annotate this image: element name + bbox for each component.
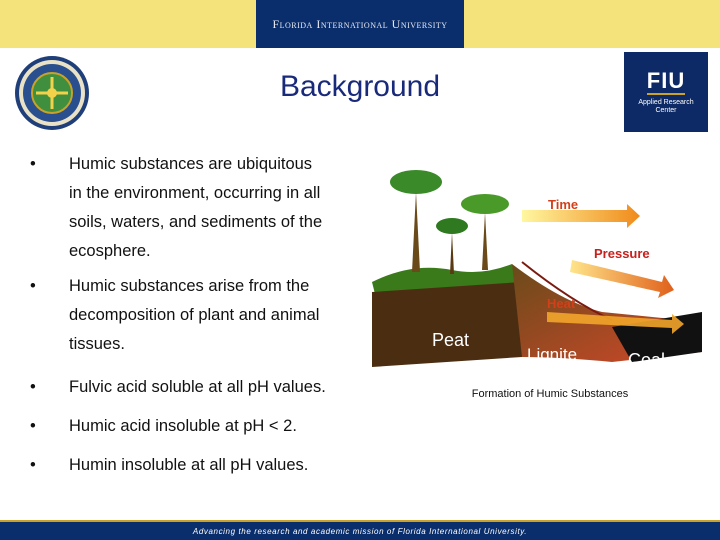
bullet-item: • Humic acid insoluble at pH < 2. bbox=[30, 417, 297, 435]
footer-text: Advancing the research and academic mission of Florida International University. bbox=[192, 526, 528, 536]
bullet-item: • Humic substances are ubiquitous in the environment, occurring in all soils, waters, and sediments of the ecosphere. bbox=[30, 155, 323, 260]
peat-layer bbox=[372, 282, 522, 367]
label-heat: Heat bbox=[547, 296, 576, 311]
bullet-list bbox=[30, 150, 370, 480]
humic-formation-diagram bbox=[372, 152, 702, 378]
fiu-logo-text: FIU bbox=[646, 68, 686, 93]
time-arrow-icon bbox=[522, 204, 640, 228]
footer-band bbox=[0, 522, 720, 540]
label-lignite: Lignite bbox=[527, 345, 578, 364]
fiu-logo-subtitle bbox=[638, 99, 693, 115]
fiu-logo-subtitle-line1: Applied Research bbox=[638, 99, 694, 106]
bullet-item: • Fulvic acid soluble at all pH values. bbox=[30, 378, 326, 396]
trees-icon bbox=[390, 170, 509, 274]
bullet-item: • Humin insoluble at all pH values. bbox=[30, 456, 309, 474]
pressure-arrow-icon bbox=[570, 260, 674, 298]
university-banner bbox=[256, 0, 464, 48]
header-band bbox=[0, 0, 720, 48]
label-peat: Peat bbox=[432, 330, 470, 350]
label-time: Time bbox=[548, 197, 579, 212]
slide-title: Background bbox=[279, 70, 441, 103]
fiu-arc-logo bbox=[624, 52, 708, 132]
label-coal: Coal bbox=[628, 350, 666, 370]
label-pressure: Pressure bbox=[594, 246, 650, 261]
university-name: Florida International University bbox=[272, 16, 448, 31]
fiu-logo-subtitle-line2: Center bbox=[655, 107, 677, 114]
bullet-item: • Humic substances arise from the decomposition of plant and animal tissues. bbox=[30, 277, 320, 353]
figure-caption: Formation of Humic Substances bbox=[471, 388, 629, 400]
